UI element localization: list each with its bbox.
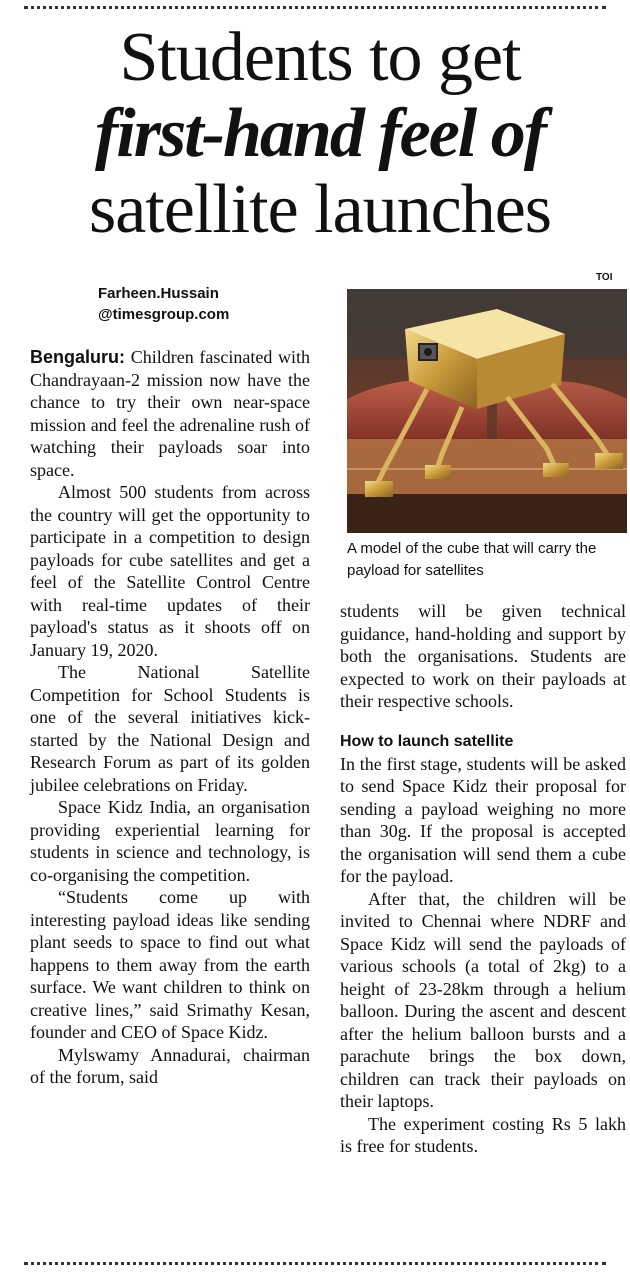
paragraph: After that, the children will be invited to Chennai where NDRF and Space Kidz will send the payloads of various schools (a total of 2kg) to a height of 23-28km through a helium balloon. During the ascent and descent after the helium balloon bursts and a parachute brings the box down, children can track their payloads on their laptops. — [340, 888, 626, 1111]
paragraph: “Students come up with interesting payload ideas like sending plant seeds to space to find out what happens to them away from the earth surface. We want children to think on creative lines,” said Srimathy Kesan, founder and CEO of Space Kidz. — [30, 887, 310, 1042]
article-column-2 — [340, 600, 626, 1260]
source-tag: TOI — [596, 272, 613, 283]
lead-paragraph — [30, 346, 310, 481]
headline-line-1: Students to get — [119, 19, 521, 96]
lead-text: Children fascinated with Chandrayaan-2 mission now have the chance to try their own near-space mission and feel the adrenaline rush of watching their payloads soar into space. — [30, 347, 311, 480]
bottom-dotted-rule — [24, 1262, 606, 1265]
byline — [98, 283, 298, 325]
paragraph: Space Kidz India, an organisation providing experiential learning for students in science and technology, is co-organising the competition. — [30, 797, 310, 885]
article-column-1 — [30, 346, 310, 1256]
paragraph: The National Satellite Competition for School Students is one of the several initiatives kick-started by the National Design and Research Forum as part of its golden jubilee celebrations on Friday. — [30, 662, 310, 795]
paragraph: The experiment costing Rs 5 lakh is free for students. — [340, 1113, 626, 1156]
dateline: Bengaluru: — [30, 347, 126, 367]
headline-line-2: first-hand feel of — [94, 95, 546, 172]
subheading: How to launch satellite — [340, 732, 514, 750]
cube-satellite-photo — [347, 289, 627, 533]
paragraph: In the first stage, students will be asked to send Space Kidz their proposal for sending a payload weighing no more than 30g. If the proposal is accepted the organisation will send them a cube for the payload. — [340, 753, 626, 886]
top-dotted-rule — [24, 6, 606, 9]
paragraph: Mylswamy Annadurai, chairman of the forum, said — [30, 1044, 310, 1087]
byline-email: @timesgroup.com — [98, 306, 230, 323]
headline — [30, 20, 610, 248]
byline-name: Farheen.Hussain — [98, 285, 219, 302]
headline-line-3: satellite launches — [88, 171, 552, 248]
photo-caption: A model of the cube that will carry the payload for satellites — [347, 540, 597, 579]
paragraph: Almost 500 students from across the country will get the opportunity to participate in a competition to design payloads for cube satellites and get a feel of the Satellite Control Centre with real-time updates of their payload's status as it shoots off on January 19, 2020. — [30, 482, 310, 660]
paragraph: students will be given technical guidance, hand-holding and support by both the organisations. Students are expected to work on their payloads at their respective schools. — [340, 601, 626, 711]
